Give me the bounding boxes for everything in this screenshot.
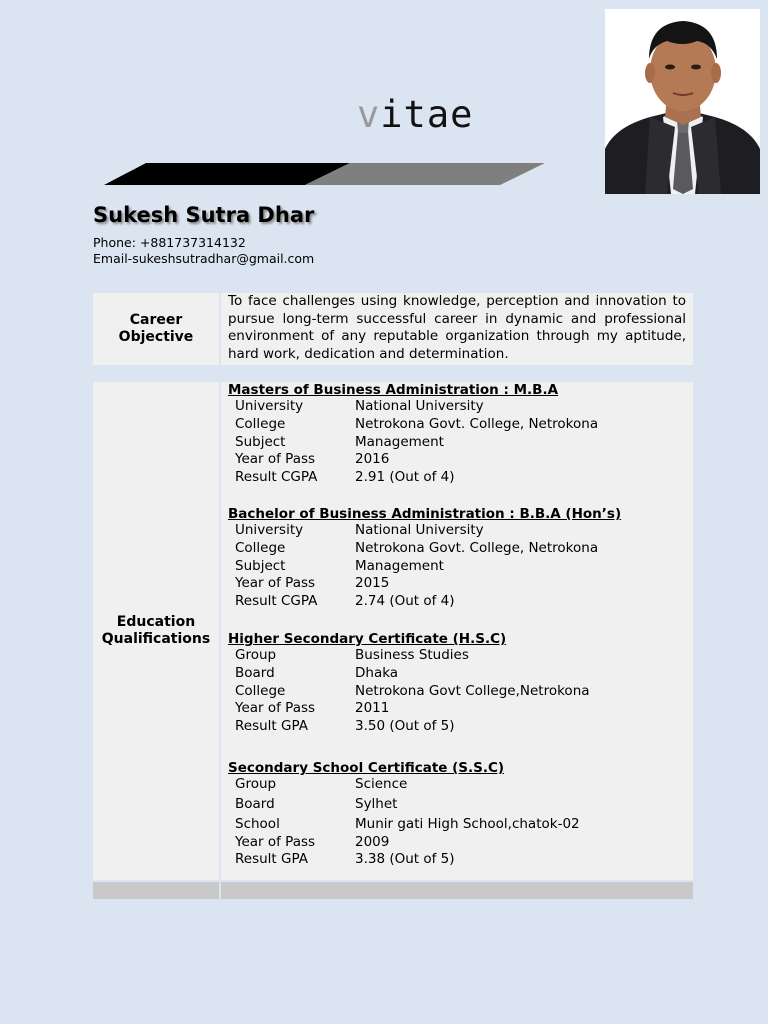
row-key: Board xyxy=(235,664,275,681)
row-key: Result GPA xyxy=(235,851,308,868)
degree-row xyxy=(228,815,580,834)
row-key: Group xyxy=(235,776,277,792)
row-key: Group xyxy=(235,647,277,663)
degree-row xyxy=(228,682,590,701)
email-address: Email-sukeshsutradhar@gmail.com xyxy=(93,251,315,266)
row-value: 2016 xyxy=(355,451,390,468)
row-key: College xyxy=(235,682,286,699)
degree-row xyxy=(228,794,504,816)
degree-row xyxy=(228,415,599,434)
row-key: Result CGPA xyxy=(235,469,318,486)
footer-bar-right xyxy=(221,882,693,899)
row-value: Management xyxy=(355,433,444,450)
degree-row xyxy=(228,776,504,794)
degree-title: Secondary School Certificate (S.S.C) xyxy=(228,760,505,776)
row-key: School xyxy=(235,815,280,832)
degree-row xyxy=(228,558,621,576)
degree-title: Masters of Business Administration : M.B.A xyxy=(228,382,559,398)
education-label-line2: Qualifications xyxy=(101,631,211,647)
degree-row xyxy=(228,718,506,736)
row-value: 2011 xyxy=(355,700,390,717)
degree-mba xyxy=(228,382,599,487)
career-label-line2: Objective xyxy=(118,329,194,345)
degree-row xyxy=(228,700,506,718)
degree-row xyxy=(228,593,621,611)
degree-row xyxy=(228,851,504,869)
footer-bar-left xyxy=(93,882,219,899)
career-objective-label xyxy=(93,293,219,365)
row-key: Subject xyxy=(235,433,286,450)
degree-row xyxy=(228,469,558,487)
degree-row xyxy=(228,540,621,558)
degree-ssc xyxy=(228,760,580,869)
degree-row xyxy=(228,647,506,665)
title-rest: itae xyxy=(380,93,474,136)
row-value: National University xyxy=(355,522,484,538)
education-label xyxy=(93,382,219,880)
row-key: University xyxy=(235,398,304,414)
row-key: Year of Pass xyxy=(235,575,316,592)
cv-title xyxy=(357,93,474,136)
degree-row xyxy=(228,575,621,593)
row-value: Business Studies xyxy=(355,647,469,663)
row-value: 2.91 (Out of 4) xyxy=(355,469,455,486)
person-portrait-icon xyxy=(605,9,760,194)
table-footer-bar xyxy=(93,882,693,899)
career-objective-text: To face challenges using knowledge, perception and innovation to pursue long-term successful career in dynamic and professional environment of any reputable organization through my aptitude, hard work, dedication and determination. xyxy=(228,293,686,363)
row-value: 3.50 (Out of 5) xyxy=(355,718,455,735)
row-key: College xyxy=(235,415,286,432)
row-value: Dhaka xyxy=(355,664,399,681)
education-label-line1: Education xyxy=(116,614,196,630)
degree-row xyxy=(228,434,558,452)
row-value: 2009 xyxy=(355,833,390,850)
degree-title: Bachelor of Business Administration : B.B.A (Hon’s) xyxy=(228,506,622,522)
degree-title: Higher Secondary Certificate (H.S.C) xyxy=(228,631,507,647)
degree-row xyxy=(228,834,504,852)
career-objective-content xyxy=(221,293,693,365)
row-value: 2015 xyxy=(355,575,390,592)
row-key: Year of Pass xyxy=(235,700,316,717)
row-value: Science xyxy=(355,776,408,792)
row-key: Result GPA xyxy=(235,718,308,735)
career-label-line1: Career xyxy=(129,312,183,328)
profile-photo xyxy=(605,9,760,194)
row-value: Management xyxy=(355,557,444,574)
degree-row xyxy=(228,522,621,540)
person-name: Sukesh Sutra Dhar xyxy=(93,203,315,227)
title-first-letter: v xyxy=(357,93,381,136)
row-key: Result CGPA xyxy=(235,593,318,610)
decorative-bars xyxy=(100,162,550,188)
phone-number: Phone: +881737314132 xyxy=(93,235,246,250)
row-value: National University xyxy=(355,398,484,414)
row-value: 2.74 (Out of 4) xyxy=(355,593,455,610)
row-key: University xyxy=(235,522,304,538)
education-section xyxy=(93,382,693,880)
row-key: Year of Pass xyxy=(235,833,316,850)
row-value: Netrokona Govt. College, Netrokona xyxy=(355,415,599,432)
row-value: 3.38 (Out of 5) xyxy=(355,851,455,868)
degree-bba xyxy=(228,506,621,611)
row-value: Munir gati High School,chatok-02 xyxy=(355,815,580,832)
row-value: Netrokona Govt College,Netrokona xyxy=(355,682,590,699)
row-value: Sylhet xyxy=(355,795,398,812)
row-value: Netrokona Govt. College, Netrokona xyxy=(355,539,599,556)
row-key: Subject xyxy=(235,557,286,574)
degree-hsc xyxy=(228,631,590,736)
career-objective-section xyxy=(93,293,693,365)
degree-row xyxy=(228,398,558,416)
education-content xyxy=(221,382,693,880)
row-key: Year of Pass xyxy=(235,451,316,468)
degree-row xyxy=(228,451,558,469)
degree-row xyxy=(228,665,506,683)
row-key: College xyxy=(235,539,286,556)
row-key: Board xyxy=(235,795,275,812)
